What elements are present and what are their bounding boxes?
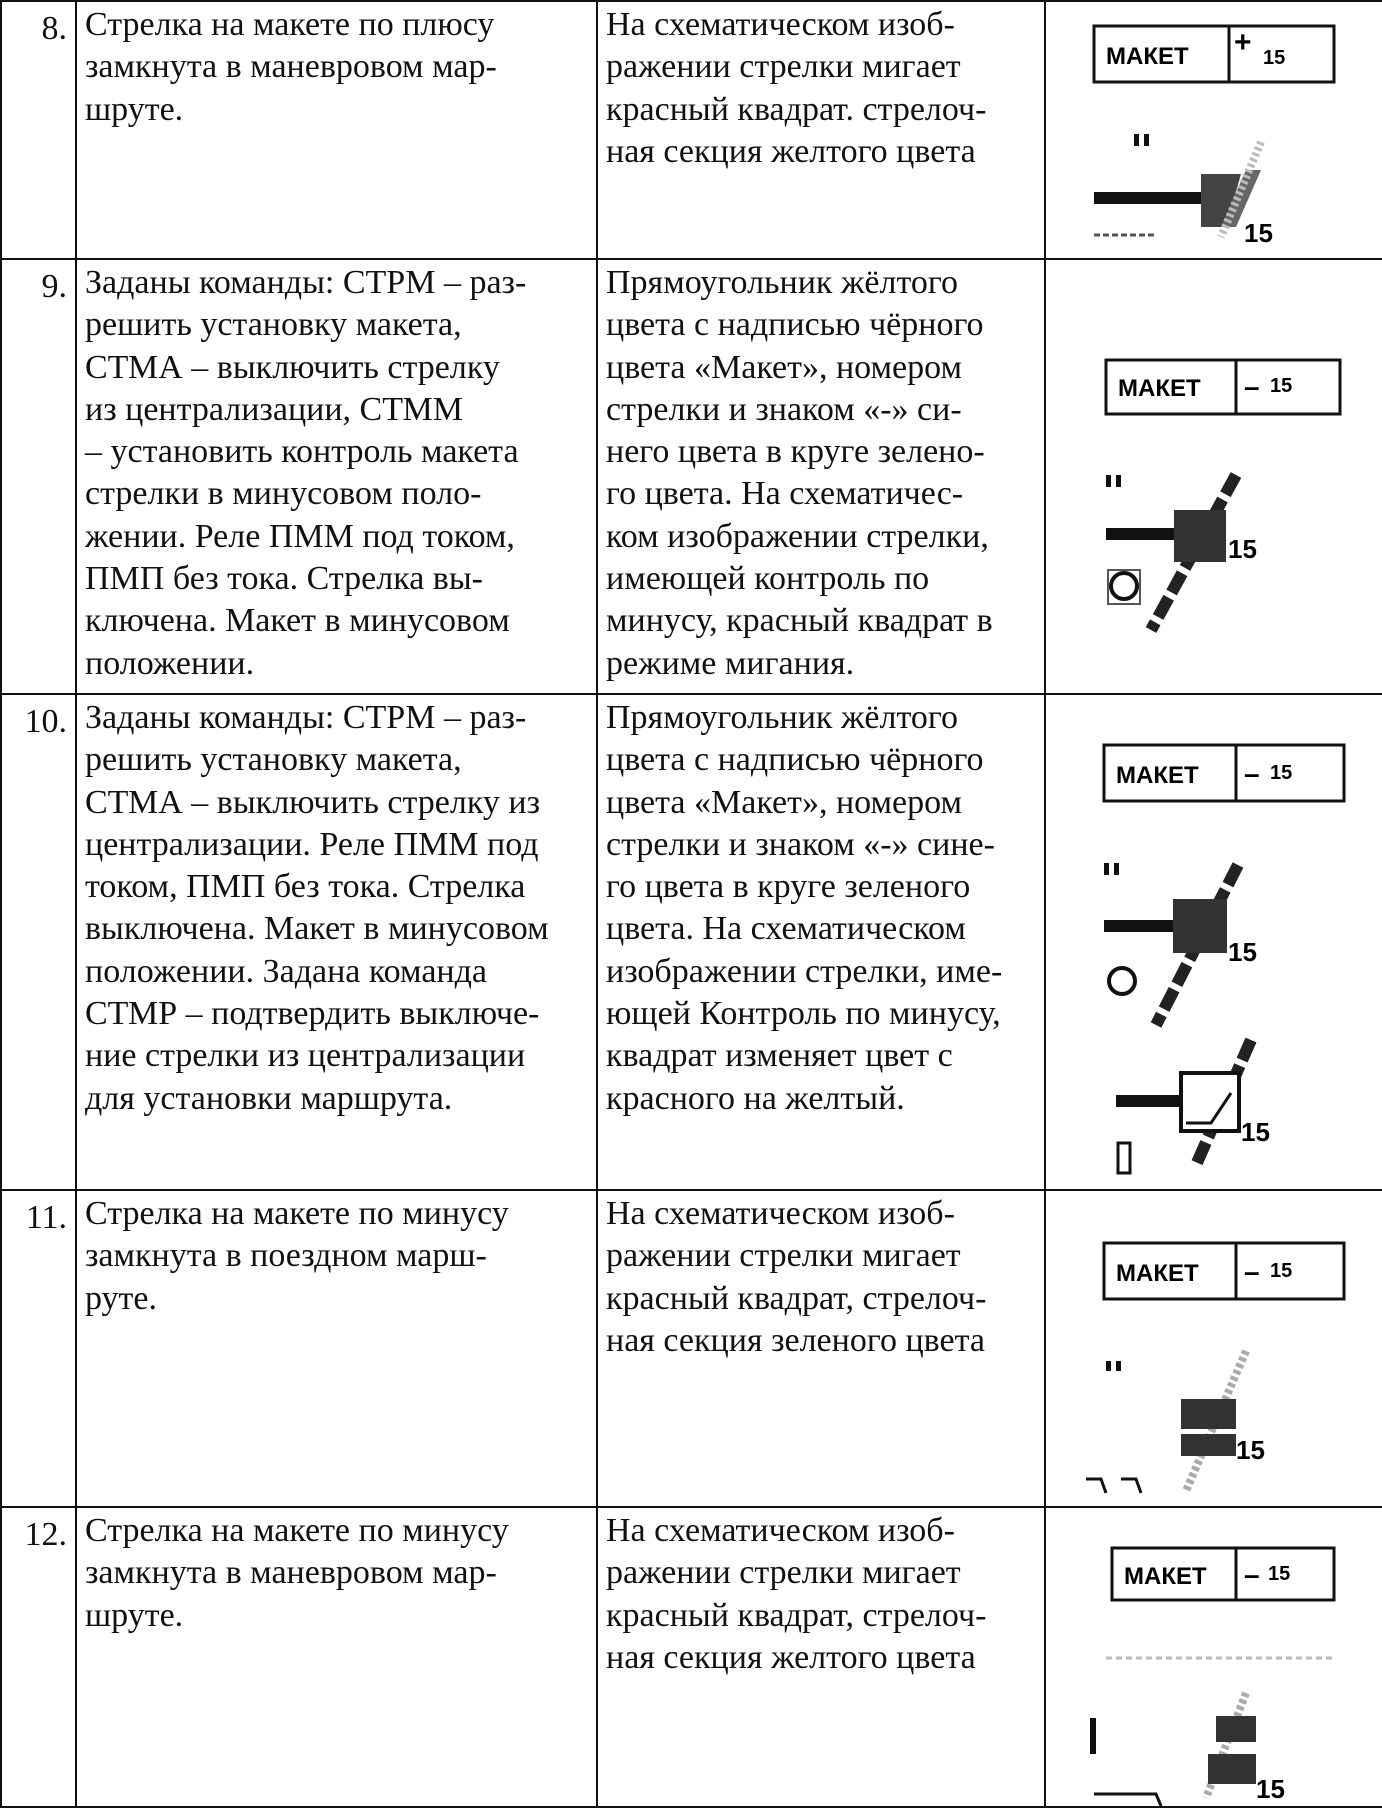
minus-sign: – [1244,1256,1260,1287]
maket-number: 15 [1268,1563,1291,1585]
maket-number: 15 [1270,1260,1293,1282]
minus-sign: – [1244,1559,1260,1590]
switch-number: 15 [1256,1774,1285,1804]
maket-label: МАКЕТ [1118,375,1201,402]
switch-diagram [1046,2,1382,260]
maket-label: МАКЕТ [1116,1260,1199,1287]
row-number: 8. [1,1,76,259]
condition-text: Стрелка на макете по минусу замкнута в поездном марш- руте. [76,1190,597,1507]
switch-diagram [1046,1508,1382,1808]
switch-number: 15 [1236,1435,1265,1465]
indication-figure [1045,259,1382,694]
switch-number: 15 [1228,937,1257,967]
switch-diagram [1046,260,1382,695]
switch-square [1174,510,1226,562]
track-segment [1094,192,1214,204]
table-row [1,1507,1382,1807]
switch-number: 15 [1228,534,1257,564]
indication-figure [1045,1190,1382,1507]
condition-text: Стрелка на макете по минусу замкнута в маневровом мар- шруте. [76,1507,597,1807]
switch-square [1181,1399,1236,1429]
table-row [1,694,1382,1190]
control-circle [1109,968,1135,994]
indication-text: Прямоугольник жёлтого цвета с надписью чёрного цвета «Макет», номером стрелки и знаком «-» си- него цвета в круге зелено- го цвета. На схематичес- ком изображении стрелки, имеющей контроль по минусу, красный квадрат в режиме мигания. [597,259,1045,694]
condition-text: Стрелка на макете по плюсу замкнута в маневровом мар- шруте. [76,1,597,259]
table-row [1,1190,1382,1507]
switch-diagram [1046,695,1382,1191]
indication-figure [1045,1507,1382,1807]
maket-number: 15 [1270,762,1293,784]
indication-text: На схематическом изоб- ражении стрелки мигает красный квадрат. стрелоч- ная секция желтого цвета [597,1,1045,259]
maket-number: 15 [1270,375,1293,397]
row-number: 9. [1,259,76,694]
control-circle [1111,573,1137,599]
indication-text: На схематическом изоб- ражении стрелки мигает красный квадрат, стрелоч- ная секция желтого цвета [597,1507,1045,1807]
row-number: 12. [1,1507,76,1807]
maket-label: МАКЕТ [1116,762,1199,789]
minus-sign: – [1244,371,1260,402]
indication-text: Прямоугольник жёлтого цвета с надписью чёрного цвета «Макет», номером стрелки и знаком «-» сине- го цвета в круге зеленого цвета. На схематическом изображении стрелки, име- ющей Контроль по минусу, квадрат изменяет цвет с красного на желтый. [597,694,1045,1190]
table-row [1,1,1382,259]
switch-number-2: 15 [1241,1117,1270,1147]
maket-number: 15 [1263,47,1286,69]
condition-text: Заданы команды: СТРМ – раз- решить установку макета, СТМА – выключить стрелку из централизации. Реле ПММ под током, ПМП без тока. Стрелка выключена. Макет в минусовом положении. Задана команда СТМР – подтвердить выключе- ние стрелки из централизации для установки маршрута. [76,694,597,1190]
switch-square [1216,1716,1256,1742]
switch-number: 15 [1244,218,1273,248]
row-number: 11. [1,1190,76,1507]
switch-square [1173,899,1227,953]
indication-figure [1045,1,1382,259]
condition-text: Заданы команды: СТРМ – раз- решить установку макета, СТМА – выключить стрелку из централизации, СТММ – установить контроль макета стрелки в минусовом поло- жении. Реле ПММ под током, ПМП без тока. Стрелка вы- ключена. Макет в минусовом положении. [76,259,597,694]
switch-diagram [1046,1191,1382,1508]
track-segment [1104,920,1184,932]
maket-label: МАКЕТ [1106,43,1189,70]
maket-label: МАКЕТ [1124,1563,1207,1590]
plus-sign: + [1234,26,1252,59]
minus-sign: – [1244,758,1260,789]
indication-figure [1045,694,1382,1190]
table-row [1,259,1382,694]
row-number: 10. [1,694,76,1190]
indication-text: На схематическом изоб- ражении стрелки мигает красный квадрат, стрелоч- ная секция зеленого цвета [597,1190,1045,1507]
